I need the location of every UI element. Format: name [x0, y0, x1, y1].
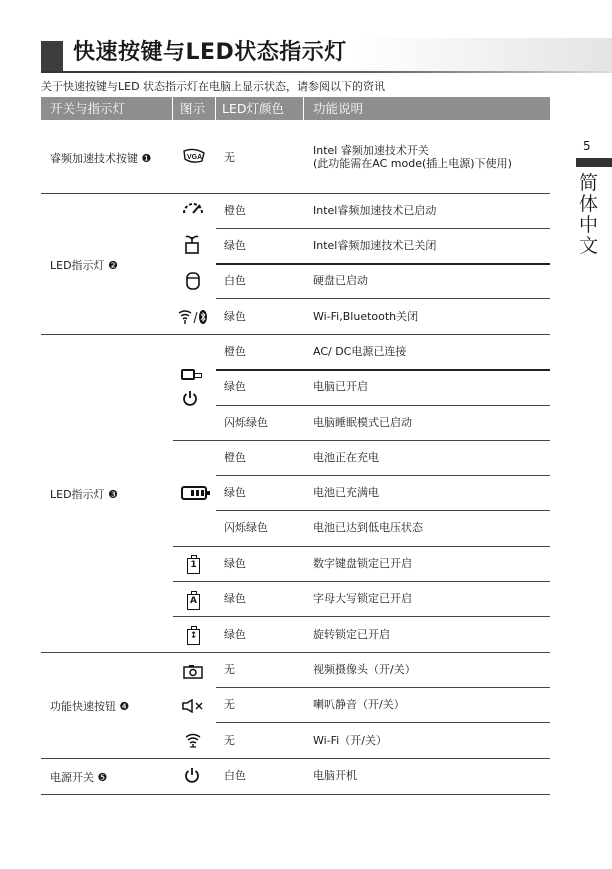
title-marker [41, 41, 63, 71]
led-color-cell: 绿色 [224, 239, 246, 252]
led-color-cell: 橙色 [224, 204, 246, 217]
desc-cell: AC/ DC电源已连接 [313, 345, 407, 358]
led-color-cell: 闪烁绿色 [224, 416, 268, 429]
side-bar [576, 158, 612, 167]
led-color-cell: 白色 [224, 274, 246, 287]
camera-icon [183, 664, 203, 683]
row-divider [216, 475, 550, 476]
desc-cell: Intel睿频加速技术已启动 [313, 204, 437, 217]
row-divider [41, 652, 550, 653]
wifi-icon [185, 732, 201, 752]
header-label: LED灯颜色 [222, 101, 284, 116]
desc-cell: 喇叭静音（开/关） [313, 698, 405, 711]
desc-cell: 电池正在充电 [313, 451, 379, 464]
side-page-number: 5 [583, 139, 591, 153]
side-language-label [579, 173, 599, 257]
row-divider [216, 369, 550, 371]
header-color [216, 97, 303, 120]
row-divider [173, 581, 550, 582]
group-label-quick-buttons: 功能快速按钮 ❹ [50, 700, 130, 713]
header-label: 开关与指示灯 [50, 101, 126, 116]
side-lang-char: 体 [579, 193, 599, 215]
led-color-cell: 绿色 [224, 310, 246, 323]
led-color-cell: 橙色 [224, 345, 246, 358]
led-color-cell: 无 [224, 698, 235, 711]
row-divider [216, 687, 550, 688]
group-label-power: 电源开关 ❺ [50, 771, 108, 784]
row-divider [173, 616, 550, 617]
title-underline [41, 71, 612, 73]
led-color-cell: 无 [224, 734, 235, 747]
desc-cell: Intel 睿频加速技术开关 [313, 144, 429, 157]
ac-plug-icon [181, 369, 195, 380]
intro-text: 关于快速按键与LED 状态指示灯在电脑上显示状态，请参阅以下的资讯 [41, 80, 386, 93]
led-color-cell: 绿色 [224, 486, 246, 499]
power-icon [184, 767, 200, 787]
scroll-lock-icon: ↕ [187, 629, 200, 645]
desc-cell: 视频摄像头（开/关） [313, 663, 416, 676]
power-icon [182, 390, 198, 410]
page-title: 快速按键与LED状态指示灯 [73, 40, 347, 65]
led-color-cell: 绿色 [224, 628, 246, 641]
desc-cell: 电脑已开启 [313, 380, 368, 393]
led-color-cell: 绿色 [224, 557, 246, 570]
desc-cell: 硬盘已启动 [313, 274, 368, 287]
desc-cell: 数字键盘锁定已开启 [313, 557, 412, 570]
desc-cell: 字母大写锁定已开启 [313, 592, 412, 605]
led-color-cell: 绿色 [224, 592, 246, 605]
side-lang-char: 中 [579, 214, 599, 236]
led-color-cell: 白色 [224, 769, 246, 782]
row-divider [216, 263, 550, 265]
row-divider [41, 334, 550, 335]
header-switch [41, 97, 172, 120]
group-label-turbo: 睿频加速技术按键 ❶ [50, 152, 152, 165]
battery-icon [181, 486, 207, 500]
row-divider [41, 794, 550, 795]
desc-cell: 电脑开机 [313, 769, 357, 782]
group-label-led-3: LED指示灯 ❸ [50, 488, 118, 501]
led-color-cell: 无 [224, 151, 235, 164]
header-label: 功能说明 [313, 101, 364, 116]
desc-cell: (此功能需在AC mode(插上电源)下使用) [313, 157, 512, 170]
row-divider [216, 298, 550, 299]
desc-cell: 电脑睡眠模式已启动 [313, 416, 412, 429]
desc-cell: Wi-Fi（开/关） [313, 734, 387, 747]
desc-cell: 旋转锁定已开启 [313, 628, 390, 641]
num-lock-icon: 1 [187, 558, 200, 574]
row-divider [216, 722, 550, 723]
led-color-cell: 无 [224, 663, 235, 676]
desc-cell: Intel睿频加速技术已关闭 [313, 239, 437, 252]
row-divider [216, 228, 550, 229]
vga-turbo-icon [182, 148, 206, 168]
row-divider [216, 405, 550, 406]
caps-lock-icon: A [187, 594, 200, 610]
group-label-led-2: LED指示灯 ❷ [50, 259, 118, 272]
led-color-cell: 绿色 [224, 380, 246, 393]
desc-cell: Wi-Fi,Bluetooth关闭 [313, 310, 419, 323]
header-desc [304, 97, 550, 120]
row-divider [173, 546, 550, 547]
header-icon [173, 97, 215, 120]
side-lang-char: 文 [579, 235, 599, 257]
plant-icon [184, 234, 200, 258]
wifi-bluetooth-icon [177, 308, 209, 330]
row-divider [173, 440, 550, 441]
speaker-mute-icon [182, 698, 204, 717]
header-label: 图示 [180, 101, 206, 116]
row-divider [41, 193, 550, 194]
side-lang-char: 简 [579, 172, 599, 194]
hard-disk-icon [186, 272, 200, 294]
row-divider [216, 510, 550, 511]
row-divider [41, 758, 550, 759]
svg-text:VGA: VGA [187, 154, 203, 161]
speedometer-icon [181, 200, 205, 219]
desc-cell: 电池已达到低电压状态 [313, 521, 423, 534]
led-color-cell: 橙色 [224, 451, 246, 464]
led-color-cell: 闪烁绿色 [224, 521, 268, 534]
desc-cell: 电池已充满电 [313, 486, 379, 499]
